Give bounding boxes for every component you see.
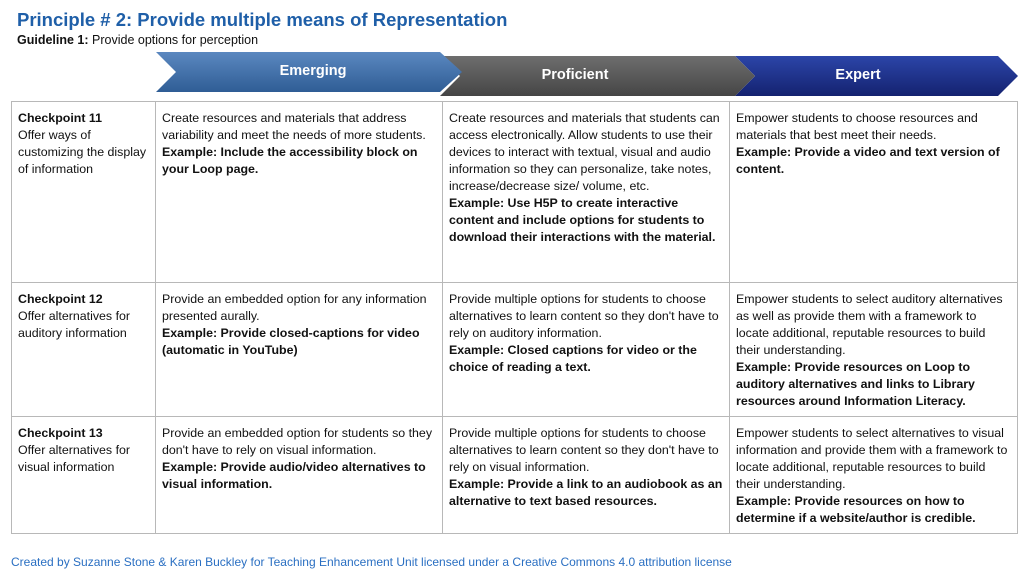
proficient-example: Example: Provide a link to an audiobook as an alternative to text based resources. <box>449 477 723 508</box>
level-expert-label: Expert <box>835 67 881 83</box>
level-proficient-label: Proficient <box>541 67 609 83</box>
emerging-cell <box>156 283 443 417</box>
emerging-cell <box>156 102 443 283</box>
expert-example: Example: Provide resources on Loop to auditory alternatives and links to Library resources around Information Literacy. <box>736 360 975 408</box>
table-row <box>12 102 1018 283</box>
expert-text: Empower students to select alternatives to visual information and provide them with a framework to locate additional, reputable resources to build their understanding. <box>736 426 1008 491</box>
guideline-subtitle <box>17 33 258 47</box>
expert-text: Empower students to choose resources and materials that best meet their needs. <box>736 111 978 142</box>
proficient-cell <box>443 283 730 417</box>
checkpoint-cell <box>12 283 156 417</box>
proficient-text: Create resources and materials that students can access electronically. Allow students to use their devices to interact with textual, visual and audio information so they can personalize, take notes, increase/decrease size/ volume, etc. <box>449 111 720 193</box>
footer-credit: Created by Suzanne Stone & Karen Buckley for Teaching Enhancement Unit licensed under a Creative Commons 4.0 attribution license <box>11 555 732 569</box>
emerging-example: Example: Provide audio/video alternatives to visual information. <box>162 460 426 491</box>
table-row <box>12 283 1018 417</box>
checkpoint-description: Offer alternatives for auditory information <box>18 309 131 340</box>
emerging-example: Example: Provide closed-captions for video (automatic in YouTube) <box>162 326 420 357</box>
checkpoint-title: Checkpoint 13 <box>18 426 103 440</box>
page-title: Principle # 2: Provide multiple means of Representation <box>17 9 508 30</box>
expert-example: Example: Provide resources on how to determine if a website/author is credible. <box>736 494 976 525</box>
checkpoint-title: Checkpoint 12 <box>18 292 103 306</box>
expert-text: Empower students to select auditory alternatives as well as provide them with a framework to locate additional, reputable resources to build their understanding. <box>736 292 1003 357</box>
checkpoint-cell <box>12 102 156 283</box>
proficient-text: Provide multiple options for students to choose alternatives to learn content so they don't have to rely on visual information. <box>449 426 719 474</box>
table-row <box>12 417 1018 534</box>
checkpoint-cell <box>12 417 156 534</box>
expert-cell <box>730 102 1018 283</box>
emerging-example: Example: Include the accessibility block on your Loop page. <box>162 145 418 176</box>
checkpoint-description: Offer ways of customizing the display of information <box>18 128 147 176</box>
checkpoint-title: Checkpoint 11 <box>18 111 103 125</box>
emerging-text: Create resources and materials that address variability and meet the needs of more students. <box>162 111 426 142</box>
proficient-cell <box>443 417 730 534</box>
expert-example: Example: Provide a video and text version of content. <box>736 145 1000 176</box>
checkpoint-description: Offer alternatives for visual information <box>18 443 131 474</box>
proficient-text: Provide multiple options for students to choose alternatives to learn content so they don't have to rely on auditory information. <box>449 292 719 340</box>
guideline-text: Provide options for perception <box>88 33 259 47</box>
checkpoint-table <box>11 101 1018 534</box>
proficient-example: Example: Closed captions for video or the choice of reading a text. <box>449 343 697 374</box>
proficient-cell <box>443 102 730 283</box>
expert-cell <box>730 417 1018 534</box>
level-emerging-label: Emerging <box>279 63 347 79</box>
emerging-text: Provide an embedded option for any information presented aurally. <box>162 292 427 323</box>
emerging-cell <box>156 417 443 534</box>
emerging-text: Provide an embedded option for students so they don't have to rely on visual information. <box>162 426 433 457</box>
expert-cell <box>730 283 1018 417</box>
proficient-example: Example: Use H5P to create interactive content and include options for students to download their interactions with the material. <box>449 196 716 244</box>
guideline-label: Guideline 1: <box>17 33 89 47</box>
